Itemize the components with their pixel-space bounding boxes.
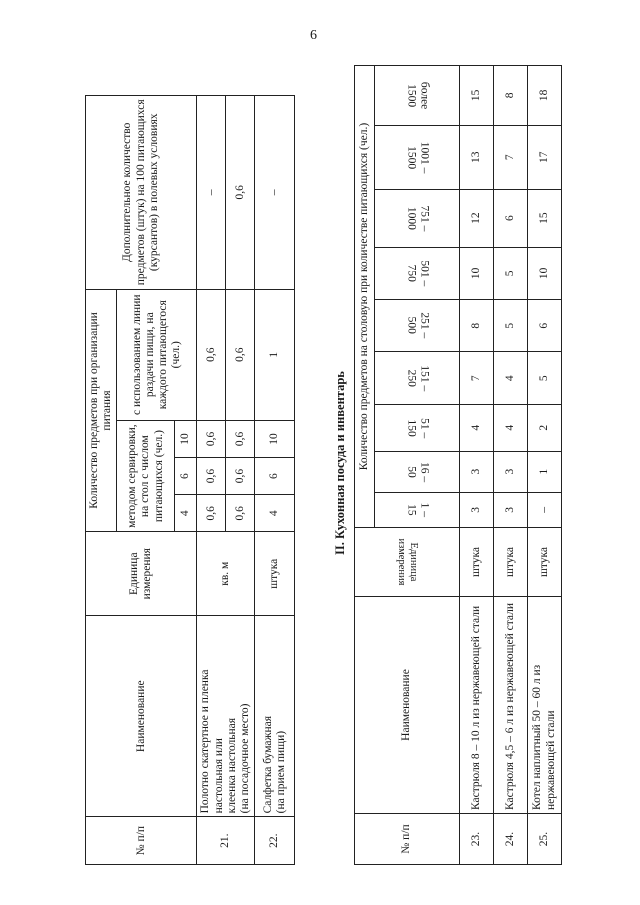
- table-header-row: [355, 66, 375, 865]
- table-row: [460, 66, 494, 865]
- cell-value: 2: [528, 404, 562, 451]
- row-num: 23.: [460, 814, 494, 865]
- cell-value: 3: [494, 451, 528, 492]
- header-serving-10: 10: [175, 420, 197, 457]
- page-number: 6: [310, 28, 317, 43]
- cell-serving-6: 0,6: [197, 458, 226, 495]
- header-num: № п/п: [355, 814, 460, 865]
- cell-serving-4: 0,6: [197, 495, 226, 532]
- cell-serving-10: 10: [255, 420, 295, 457]
- header-range: [375, 189, 460, 247]
- header-serving: методом сервировки, на стол с числом питающихся (чел.): [117, 420, 175, 532]
- header-range: [375, 125, 460, 189]
- header-serving-6: 6: [175, 458, 197, 495]
- cell-value: 5: [528, 352, 562, 404]
- row-name: [197, 616, 255, 817]
- row-num: 25.: [528, 814, 562, 865]
- table-row: [528, 66, 562, 865]
- header-unit: Единица измерения: [86, 532, 197, 616]
- row-name-line: клеенка настольная: [225, 717, 238, 814]
- cell-value: 7: [460, 352, 494, 404]
- cell-line: 0,6: [226, 289, 255, 420]
- cell-value: 3: [460, 492, 494, 527]
- section-heading: II. Кухонная посуда и инвентарь: [333, 371, 347, 555]
- header-range-text: 51 – 150: [405, 417, 431, 438]
- header-range: [375, 352, 460, 404]
- cell-value: 8: [460, 300, 494, 352]
- header-range-text: 1 – 15: [405, 502, 431, 517]
- cell-value: 8: [494, 66, 528, 126]
- header-serving-4: 4: [175, 495, 197, 532]
- table-one: [85, 95, 295, 865]
- header-range-text: более 1500: [405, 81, 431, 110]
- cell-value: 10: [528, 247, 562, 299]
- table-header-row: [86, 96, 117, 865]
- header-range: [375, 492, 460, 527]
- header-range-text: 16 – 50: [405, 461, 431, 482]
- row-unit: штука: [528, 528, 562, 597]
- header-name: Наименование: [355, 597, 460, 814]
- cell-value: 4: [494, 352, 528, 404]
- row-name-line: (на прием пищи): [274, 730, 287, 814]
- header-range-text: 251 – 500: [405, 312, 431, 339]
- row-name-line: Полотно скатертное и пленка: [199, 669, 212, 814]
- row-name: Кастрюля 4,5 – 6 л из нержавеющей стали: [494, 597, 528, 814]
- cell-value: 7: [494, 125, 528, 189]
- row-unit: кв. м: [197, 532, 255, 616]
- cell-value: 1: [528, 451, 562, 492]
- cell-value: 3: [460, 451, 494, 492]
- cell-value: 4: [494, 404, 528, 451]
- cell-extra: –: [197, 96, 226, 290]
- header-range-text: 751 – 1000: [405, 205, 431, 232]
- row-name: Кастрюля 8 – 10 л из нержавеющей стали: [460, 597, 494, 814]
- row-num: 24.: [494, 814, 528, 865]
- cell-serving-10: 0,6: [226, 420, 255, 457]
- cell-line: 1: [255, 289, 295, 420]
- cell-value: 18: [528, 66, 562, 126]
- cell-value: 4: [460, 404, 494, 451]
- row-unit: штука: [255, 532, 295, 616]
- cell-value: 12: [460, 189, 494, 247]
- row-unit: штука: [494, 528, 528, 597]
- cell-line: 0,6: [197, 289, 226, 420]
- header-range-text: 151 – 250: [405, 365, 431, 392]
- cell-value: 6: [528, 300, 562, 352]
- header-num: № п/п: [86, 817, 197, 865]
- header-range-text: 1001 – 1500: [405, 141, 431, 173]
- header-range: [375, 300, 460, 352]
- cell-serving-10: 0,6: [197, 420, 226, 457]
- cell-value: 3: [494, 492, 528, 527]
- cell-serving-4: 4: [255, 495, 295, 532]
- cell-value: 15: [528, 189, 562, 247]
- header-line: с использованием линии раздачи пищи, на каждого питающегося (чел.): [117, 289, 197, 420]
- cell-extra: 0,6: [226, 96, 255, 290]
- row-unit: штука: [460, 528, 494, 597]
- row-name: Котел наплитный 50 – 60 л из нержавеющей стали: [528, 597, 562, 814]
- cell-value: 13: [460, 125, 494, 189]
- row-num: 22.: [255, 817, 295, 865]
- header-unit: [355, 528, 460, 597]
- row-name-line: (на посадочное место): [239, 703, 252, 814]
- header-range: [375, 404, 460, 451]
- table-row: [494, 66, 528, 865]
- cell-value: 5: [494, 247, 528, 299]
- cell-value: 5: [494, 300, 528, 352]
- header-unit-text: Единица измерения: [396, 538, 420, 586]
- header-qty-group: Количество предметов при организации питания: [86, 289, 117, 532]
- header-range: [375, 66, 460, 126]
- header-extra: Дополнительное количество предметов (штук) на 100 питающихся (курсантов) в полевых условиях: [86, 96, 197, 290]
- header-qty-group: Количество предметов на столовую при количестве питающихся (чел.): [355, 66, 375, 528]
- table-two: [354, 65, 562, 865]
- cell-value: 17: [528, 125, 562, 189]
- cell-serving-6: 0,6: [226, 458, 255, 495]
- row-name: [255, 616, 295, 817]
- row-name-line: настольная или: [212, 738, 225, 814]
- row-num: 21.: [197, 817, 255, 865]
- header-range-text: 501 – 750: [405, 260, 431, 287]
- cell-serving-6: 6: [255, 458, 295, 495]
- cell-value: 6: [494, 189, 528, 247]
- cell-value: 15: [460, 66, 494, 126]
- row-name-line: Салфетка бумажная: [261, 715, 274, 814]
- header-name: Наименование: [86, 616, 197, 817]
- cell-value: 10: [460, 247, 494, 299]
- header-range: [375, 247, 460, 299]
- cell-serving-4: 0,6: [226, 495, 255, 532]
- table-row: [255, 96, 295, 865]
- cell-value: –: [528, 492, 562, 527]
- header-range: [375, 451, 460, 492]
- cell-extra: –: [255, 96, 295, 290]
- table-row: [197, 96, 226, 865]
